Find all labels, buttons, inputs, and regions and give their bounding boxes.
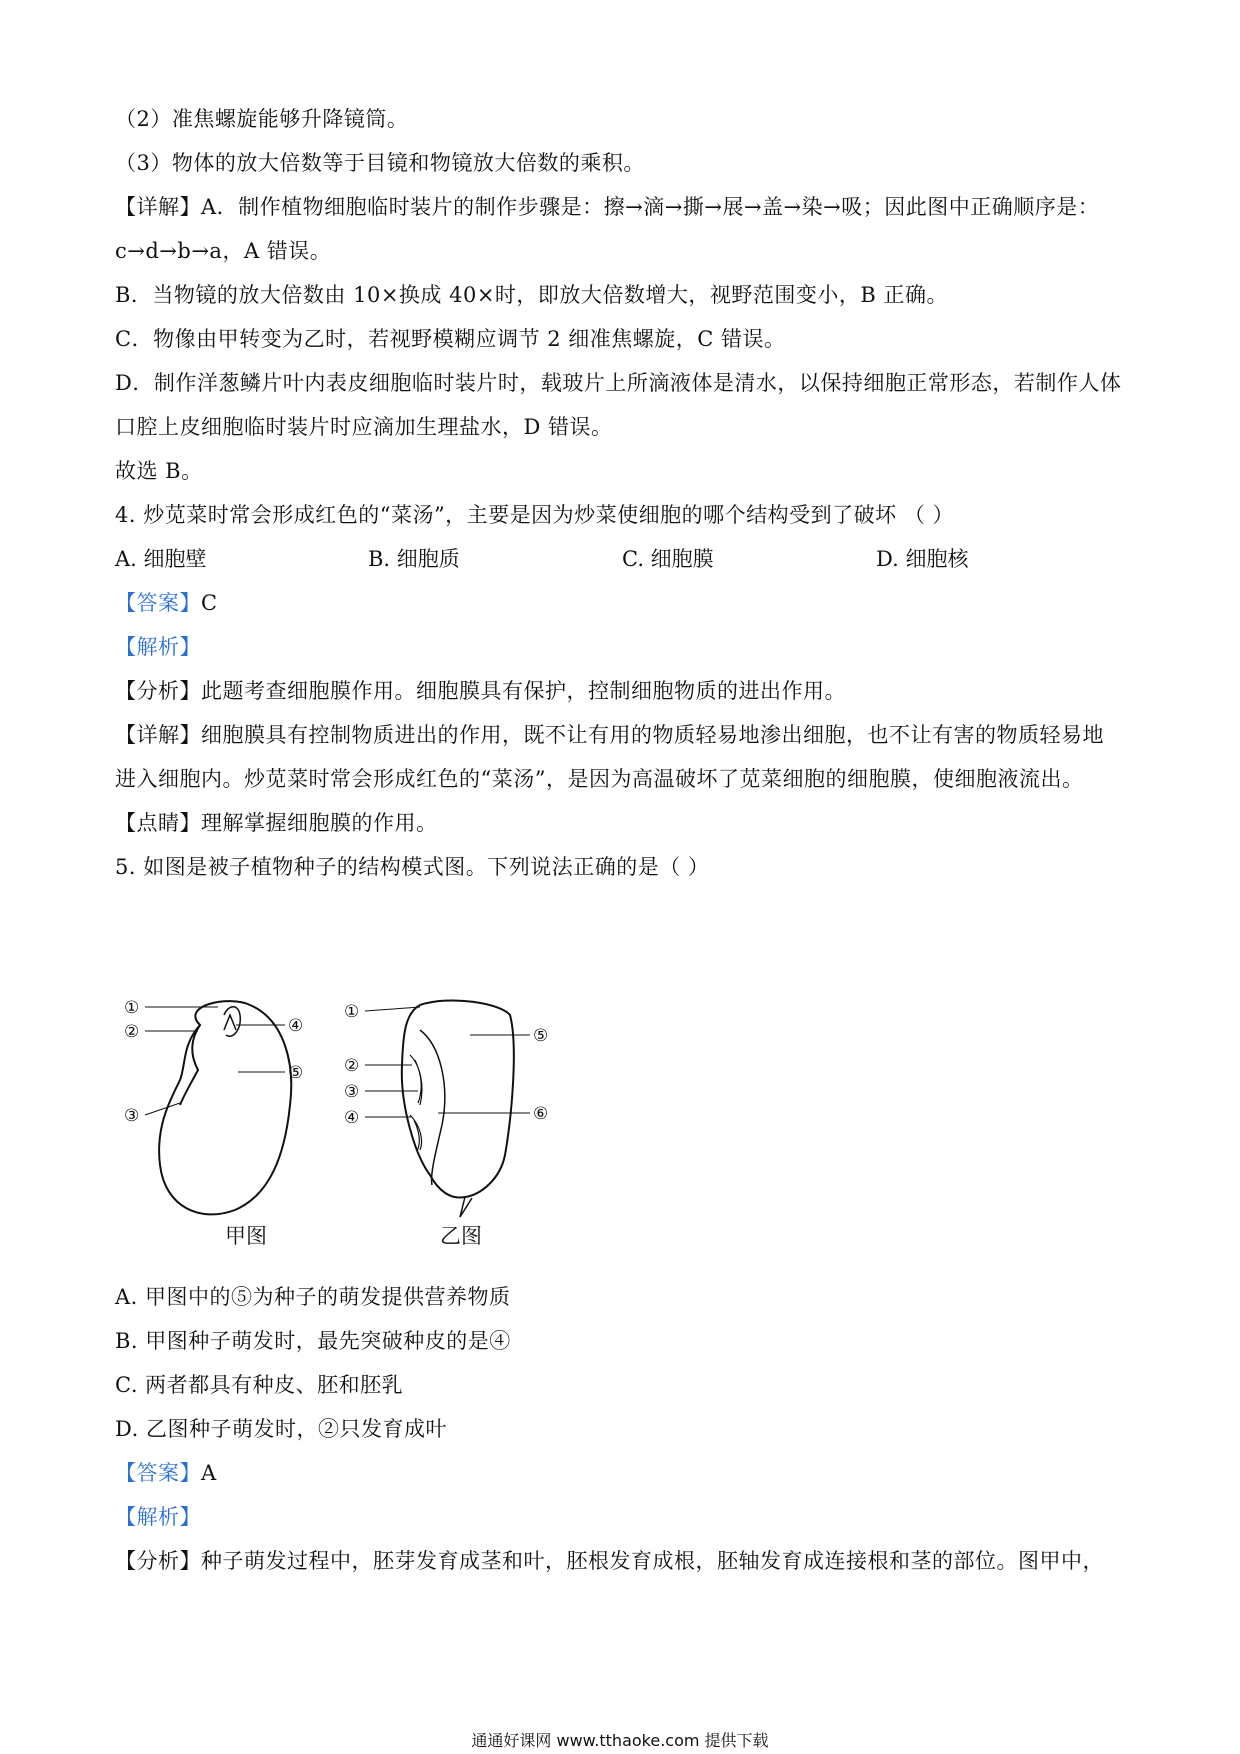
q5-analysis-tag: 【解析】 — [115, 1505, 201, 1529]
mark: ② — [344, 1056, 360, 1076]
q4-option-c: C. 细胞膜 — [622, 547, 714, 571]
seed-structure-figure — [120, 985, 580, 1255]
text-line: （2）准焦螺旋能够升降镜筒。 — [115, 107, 409, 131]
text-line: D．制作洋葱鳞片叶内表皮细胞临时装片时，载玻片上所滴液体是清水，以保持细胞正常形态，若制作人体 — [115, 371, 1122, 395]
mark: ① — [344, 1002, 360, 1022]
q4-xiangjie: 进入细胞内。炒苋菜时常会形成红色的“菜汤”，是因为高温破坏了苋菜细胞的细胞膜，使细胞液流出。 — [115, 767, 1084, 791]
q5-option-c: C. 两者都具有种皮、胚和胚乳 — [115, 1373, 404, 1397]
corn-seed-drawing — [365, 1000, 530, 1217]
footer-download-note[interactable]: 通通好课网 www.tthaoke.com 提供下载 — [471, 1731, 769, 1750]
bean-seed-drawing — [145, 1001, 291, 1214]
answer-value: C — [201, 591, 218, 615]
mark: ⑥ — [533, 1104, 549, 1124]
answer-value: A — [201, 1461, 217, 1485]
q5-answer — [115, 1458, 217, 1488]
q4-option-a: A. 细胞壁 — [115, 547, 207, 571]
q4-option-d: D. 细胞核 — [876, 547, 969, 571]
text-line: （3）物体的放大倍数等于目镜和物镜放大倍数的乘积。 — [115, 151, 645, 175]
mark: ④ — [288, 1016, 304, 1036]
mark: ③ — [344, 1082, 360, 1102]
bean-seed-marks — [124, 998, 303, 1126]
mark: ③ — [124, 1106, 140, 1126]
q5-fenxi: 【分析】种子萌发过程中，胚芽发育成茎和叶，胚根发育成根，胚轴发育成连接根和茎的部位。图甲中， — [115, 1549, 1104, 1573]
text-line: B．当物镜的放大倍数由 10×换成 40×时，即放大倍数增大，视野范围变小，B 正确。 — [115, 283, 949, 307]
question-5: 5. 如图是被子植物种子的结构模式图。下列说法正确的是（ ） — [115, 855, 710, 879]
mark: ② — [124, 1022, 140, 1042]
text-line: 【详解】A．制作植物细胞临时装片的制作步骤是：擦→滴→撕→展→盖→染→吸；因此图中正确顺序是： — [115, 195, 1100, 219]
q5-option-b: B. 甲图种子萌发时，最先突破种皮的是④ — [115, 1329, 511, 1353]
q4-answer — [115, 588, 218, 618]
q4-option-b: B. 细胞质 — [368, 547, 460, 571]
answer-tag: 【答案】 — [115, 591, 201, 615]
mark: ① — [124, 998, 140, 1018]
q4-dianjing: 【点睛】理解掌握细胞膜的作用。 — [115, 811, 438, 835]
answer-tag: 【答案】 — [115, 1461, 201, 1485]
mark: ⑤ — [533, 1026, 549, 1046]
question-4: 4. 炒苋菜时常会形成红色的“菜汤”，主要是因为炒菜使细胞的哪个结构受到了破坏 （ ） — [115, 503, 955, 527]
figure-label-right: 乙图 — [440, 1224, 482, 1248]
seed-diagram — [120, 985, 580, 1225]
q4-xiangjie: 【详解】细胞膜具有控制物质进出的作用，既不让有用的物质轻易地渗出细胞，也不让有害的物质轻易地 — [115, 723, 1104, 747]
q5-option-a: A. 甲图中的⑤为种子的萌发提供营养物质 — [115, 1285, 511, 1309]
text-line: 故选 B。 — [115, 459, 203, 483]
text-line: c→d→b→a，A 错误。 — [115, 239, 332, 263]
mark: ④ — [344, 1108, 360, 1128]
text-line: 口腔上皮细胞临时装片时应滴加生理盐水，D 错误。 — [115, 415, 613, 439]
q4-fenxi: 【分析】此题考查细胞膜作用。细胞膜具有保护，控制细胞物质的进出作用。 — [115, 679, 846, 703]
figure-label-left: 甲图 — [225, 1224, 267, 1248]
q5-option-d: D. 乙图种子萌发时，②只发育成叶 — [115, 1417, 447, 1441]
text-line: C．物像由甲转变为乙时，若视野模糊应调节 2 细准焦螺旋，C 错误。 — [115, 327, 786, 351]
q4-analysis-tag: 【解析】 — [115, 635, 201, 659]
mark: ⑤ — [288, 1063, 304, 1083]
